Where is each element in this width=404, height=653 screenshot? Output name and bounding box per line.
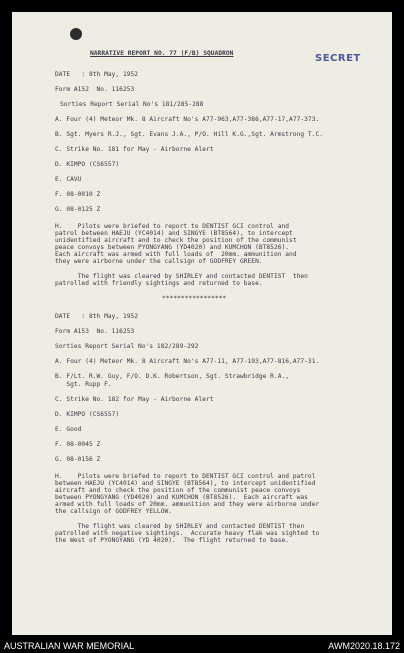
r2-h-line: between PYONGYANG (YD4020) and KUMCHON (BT8526). Each aircraft was [55,494,308,501]
r2-item-d: D. KIMPO (CS6557) [55,411,120,418]
r2-form: Form A153 No. 116253 [55,328,135,335]
r1-h-line: H. Pilots were briefed to report to DENTIST GCI control and [55,223,290,230]
r1-sorties: Sorties Report Serial No's 181/285-288 [60,101,204,108]
r1-item-a: A. Four (4) Meteor Mk. 8 Aircraft No's A77-963,A77-386,A77-17,A77-373. [55,116,320,123]
r2-i-line: The flight was cleared by SHIRLEY and contacted DENTIST then [55,523,305,530]
r2-h-line: the callsign of GODFREY YELLOW. [55,508,173,515]
r1-date: DATE : 8th May, 1952 [55,71,139,78]
punch-hole [70,28,82,40]
footer-bar [0,640,404,653]
r1-item-g: G. 08-0125 Z [55,206,101,213]
r2-item-a: A. Four (4) Meteor Mk. 8 Aircraft No's A77-11, A77-193,A77-816,A77-31. [55,358,320,365]
r1-item-f: F. 08-0010 Z [55,191,101,198]
r2-item-g: G. 08-0156 Z [55,456,101,463]
r1-item-d: D. KIMPO (CS6557) [55,161,120,168]
r1-h-line: patrol between HAEJU (YC4014) and SINGYE (BT8564), to intercept [55,230,293,237]
r1-form: Form A152 No. 116253 [55,86,135,93]
r2-date: DATE : 8th May, 1952 [55,313,139,320]
r1-item-e: E. CAVU [55,176,82,183]
r2-h-line: aircraft and to check the position of the communist peace convoys [55,487,301,494]
document-page [12,12,392,635]
r2-sorties: Sorties Report Serial No's 182/289-292 [55,343,199,350]
r2-item-c: C. Strike No. 182 for May - Airborne Alert [55,396,214,403]
r1-h-line: peace convoys between PYONGYANG (YD4020) and KUMCHON (BT8526). [55,244,290,251]
r2-h-line: between HAEJU (YC4014) and SINGYE (BT8564), to intercept unidentified [55,480,316,487]
r1-h-line: Each aircraft was armed with full loads of 20mm. ammunition and [55,251,297,258]
r2-i-line: the West of PYONGYANG (YD 4020). The flight returned to base. [55,537,290,544]
r2-h-line: H. Pilots were briefed to report to DENTIST GCI control and patrol [55,473,316,480]
r1-item-b: B. Sgt. Myers R.J., Sgt. Evans J.A., P/O. Hill K.G.,Sgt. Armstrong T.C. [55,131,324,138]
r2-item-b-cont: Sgt. Rupp F. [55,381,112,388]
footer-source: AUSTRALIAN WAR MEMORIAL [4,641,135,651]
secret-stamp: SECRET [315,53,361,64]
r1-i-line: The flight was cleared by SHIRLEY and contacted DENTIST then [55,273,308,280]
r2-item-f: F. 08-0045 Z [55,441,101,448]
r1-h-line: unidentified aircraft and to check the position of the communist [55,237,297,244]
r2-item-e: E. Good [55,426,82,433]
r1-item-c: C. Strike No. 181 for May - Airborne Alert [55,146,214,153]
r1-h-line: they were airborne under the callsign of GODFREY GREEN. [55,258,263,265]
r2-item-b: B. F/Lt. R.W. Guy, F/O. D.K. Robertson, Sgt. Strawbridge R.A., [55,373,290,380]
footer-accession-id: AWM2020.18.172 [328,641,400,651]
r2-h-line: armed with full loads of 20mm. ammunition and they were airborne under [55,501,320,508]
r1-i-line: patrolled with friendly sightings and returned to base. [55,280,263,287]
r2-i-line: patrolled with negative sightings. Accurate heavy flak was sighted to [55,530,320,537]
report-title: NARRATIVE REPORT NO. 77 (F/B) SQUADRON [90,50,234,57]
separator: ***************** [162,295,227,302]
